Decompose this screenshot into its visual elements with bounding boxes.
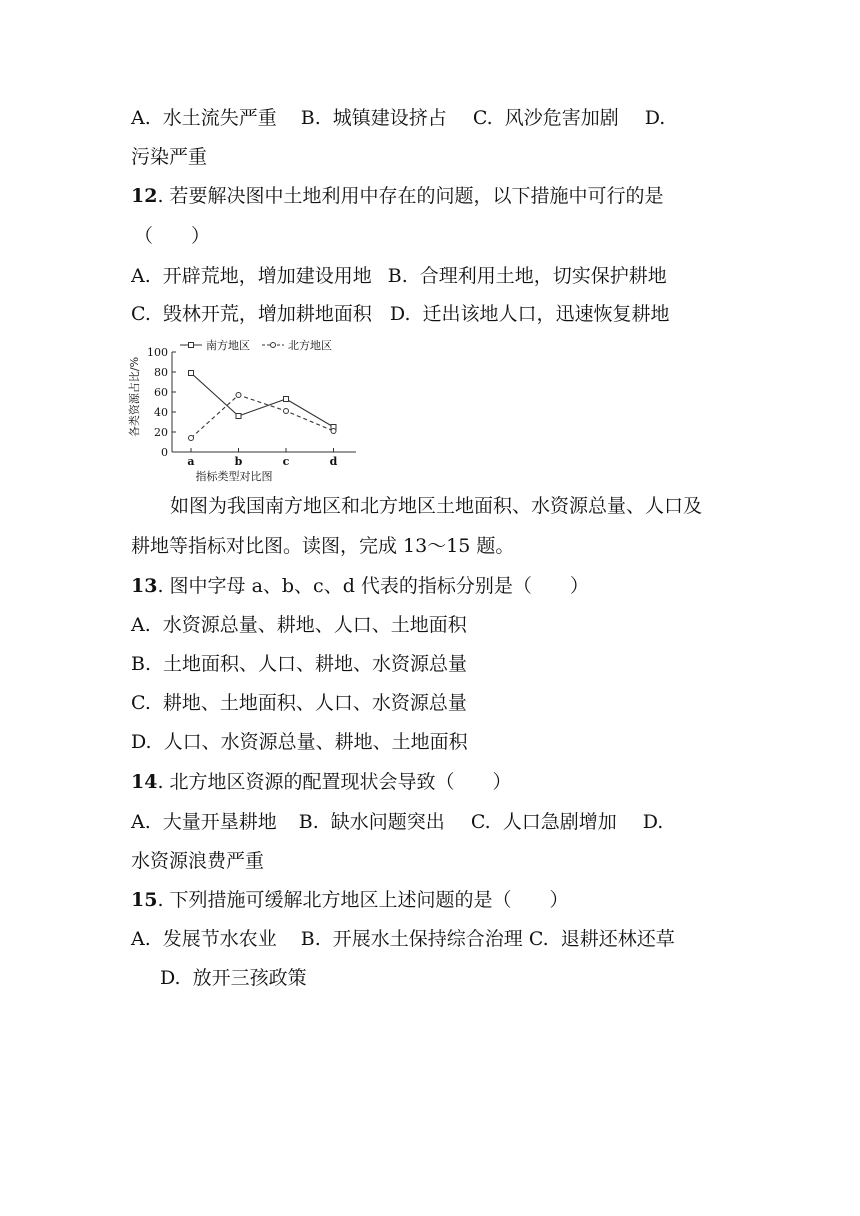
q14-option-a: A. 大量开垦耕地 [131,811,277,833]
q15-option-a: A. 发展节水农业 [131,928,277,950]
q15-option-d: D. 放开三孩政策 [160,967,307,989]
chart-y-axis-label: 各类资源占比/% [128,356,141,438]
chart-y-tick-label: 20 [154,426,168,439]
chart-x-tick-label: b [234,455,243,468]
chart-legend-label: 南方地区 [206,339,250,352]
chart-y-tick-label: 0 [161,446,168,459]
q15-option-b: B. 开展水土保持综合治理 [300,928,523,950]
q12-options-row1 [131,264,667,288]
chart-y-tick-label: 40 [154,406,168,419]
q12-options-row2 [131,302,670,326]
q11-option-d-label: D. [644,107,666,129]
chart-point-circle [284,409,289,414]
q11-option-d-text: 污染严重 [131,146,208,168]
q12-option-b: B. 合理利用土地，切实保护耕地 [387,265,667,287]
q15-stem: 15. 下列措施可缓解北方地区上述问题的是（ ） [131,889,569,911]
q15-options-row1 [131,927,675,951]
q14-option-d-text: 水资源浪费严重 [131,850,265,872]
chart-legend-marker [189,343,194,348]
chart-x-tick-label: a [187,455,195,468]
chart-x-axis-title: 指标类型对比图 [195,470,273,483]
q11-option-b: B. 城镇建设挤占 [300,107,447,129]
intro-line-1: 如图为我国南方地区和北方地区土地面积、水资源总量、人口及 [170,495,703,517]
chart-point-circle [189,436,194,441]
resource-comparison-chart [128,337,368,487]
q14-stem: 14. 北方地区资源的配置现状会导致（ ） [131,771,512,793]
q13-stem: 13. 图中字母 a、b、c、d 代表的指标分别是（ ） [131,575,589,597]
q15-option-c: C. 退耕还林还草 [528,928,675,950]
chart-legend-marker [271,343,276,348]
chart-series-line-2 [191,395,334,438]
chart-point-circle [236,393,241,398]
q13-option-b: B. 土地面积、人口、耕地、水资源总量 [131,653,468,675]
chart-y-tick-label: 60 [154,386,168,399]
chart-point-square [189,371,194,376]
q12-option-d: D. 迁出该地人口，迅速恢复耕地 [389,303,670,325]
q13-option-d: D. 人口、水资源总量、耕地、土地面积 [131,731,468,753]
chart-point-circle [331,429,336,434]
q13-option-c: C. 耕地、土地面积、人口、水资源总量 [131,692,467,714]
q12-option-c: C. 毁林开荒，增加耕地面积 [131,303,372,325]
intro-line-2: 耕地等指标对比图。读图，完成 13～15 题。 [131,535,515,557]
q14-option-b: B. 缺水问题突出 [298,811,445,833]
q12-option-a: A. 开辟荒地，增加建设用地 [131,265,372,287]
q12-answer-paren: （ ） [134,225,211,247]
q11-options-row1 [131,106,665,130]
q14-options-row1 [131,810,663,834]
chart-legend-label: 北方地区 [288,339,332,352]
q12-stem: 12. 若要解决图中土地利用中存在的问题，以下措施中可行的是 [131,185,664,207]
q14-option-c: C. 人口急剧增加 [470,811,617,833]
q14-option-d-label: D. [642,811,664,833]
chart-y-tick-label: 80 [154,366,168,379]
chart-point-square [236,414,241,419]
chart-y-tick-label: 100 [147,346,168,359]
q11-option-c: C. 风沙危害加剧 [472,107,619,129]
q11-option-a: A. 水土流失严重 [131,107,277,129]
q13-option-a: A. 水资源总量、耕地、人口、土地面积 [131,614,467,636]
chart-x-tick-label: c [282,455,290,468]
chart-point-square [284,397,289,402]
chart-x-tick-label: d [329,455,338,468]
